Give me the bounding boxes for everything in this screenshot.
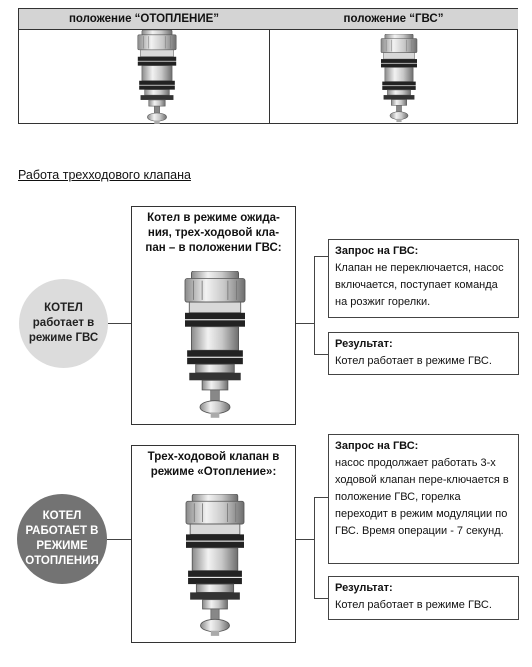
valve-dhw-cell	[269, 30, 518, 123]
boiler-mode-dhw-badge: КОТЕЛ работает в режиме ГВС	[19, 279, 108, 368]
request-box	[328, 239, 519, 318]
result-title: Результат:	[335, 582, 393, 594]
connector	[314, 598, 328, 599]
connector	[314, 354, 328, 355]
connector	[108, 323, 131, 324]
result-box	[328, 576, 519, 620]
connector	[314, 497, 328, 498]
valve-image	[170, 271, 260, 421]
request-text: насос продолжает работать 3-х ходовой клапан пере-ключается в положение ГВС, горелка переходит в режим модуляции по ГВС. Время операции - 7 секунд.	[335, 457, 509, 537]
connector	[314, 256, 315, 354]
request-box	[328, 434, 519, 564]
valve-standby-panel	[131, 206, 296, 425]
col-dhw-header: положение “ГВС”	[269, 9, 518, 30]
connector	[314, 497, 315, 598]
result-text: Котел работает в режиме ГВС.	[335, 599, 492, 611]
connector	[314, 256, 328, 257]
col-heating-header: положение “ОТОПЛЕНИЕ”	[19, 9, 270, 30]
request-title: Запрос на ГВС:	[335, 440, 419, 452]
connector	[296, 539, 314, 540]
connector	[107, 539, 131, 540]
connector	[296, 323, 314, 324]
valve-dhw-image	[366, 34, 432, 124]
section-title: Работа трехходового клапана	[18, 168, 191, 182]
valve-standby-title: Котел в режиме ожида-ния, трех-ходовой кла-пан – в положении ГВС:	[145, 212, 282, 254]
result-text: Котел работает в режиме ГВС.	[335, 355, 492, 367]
valve-heating-panel	[131, 445, 296, 643]
valve-heating-title: Трех-ходовой клапан в режиме «Отопление»:	[147, 451, 280, 478]
valve-position-table	[18, 8, 518, 124]
boiler-mode-heating-badge: КОТЕЛ РАБОТАЕТ В РЕЖИМЕ ОТОПЛЕНИЯ	[17, 494, 107, 584]
valve-heating-cell	[19, 30, 270, 123]
result-title: Результат:	[335, 338, 393, 350]
request-text: Клапан не переключается, насос включается, поступает команда на розжиг горелки.	[335, 262, 504, 308]
result-box	[328, 332, 519, 375]
request-title: Запрос на ГВС:	[335, 245, 419, 257]
valve-image	[170, 494, 260, 639]
valve-heating-image	[117, 30, 197, 126]
